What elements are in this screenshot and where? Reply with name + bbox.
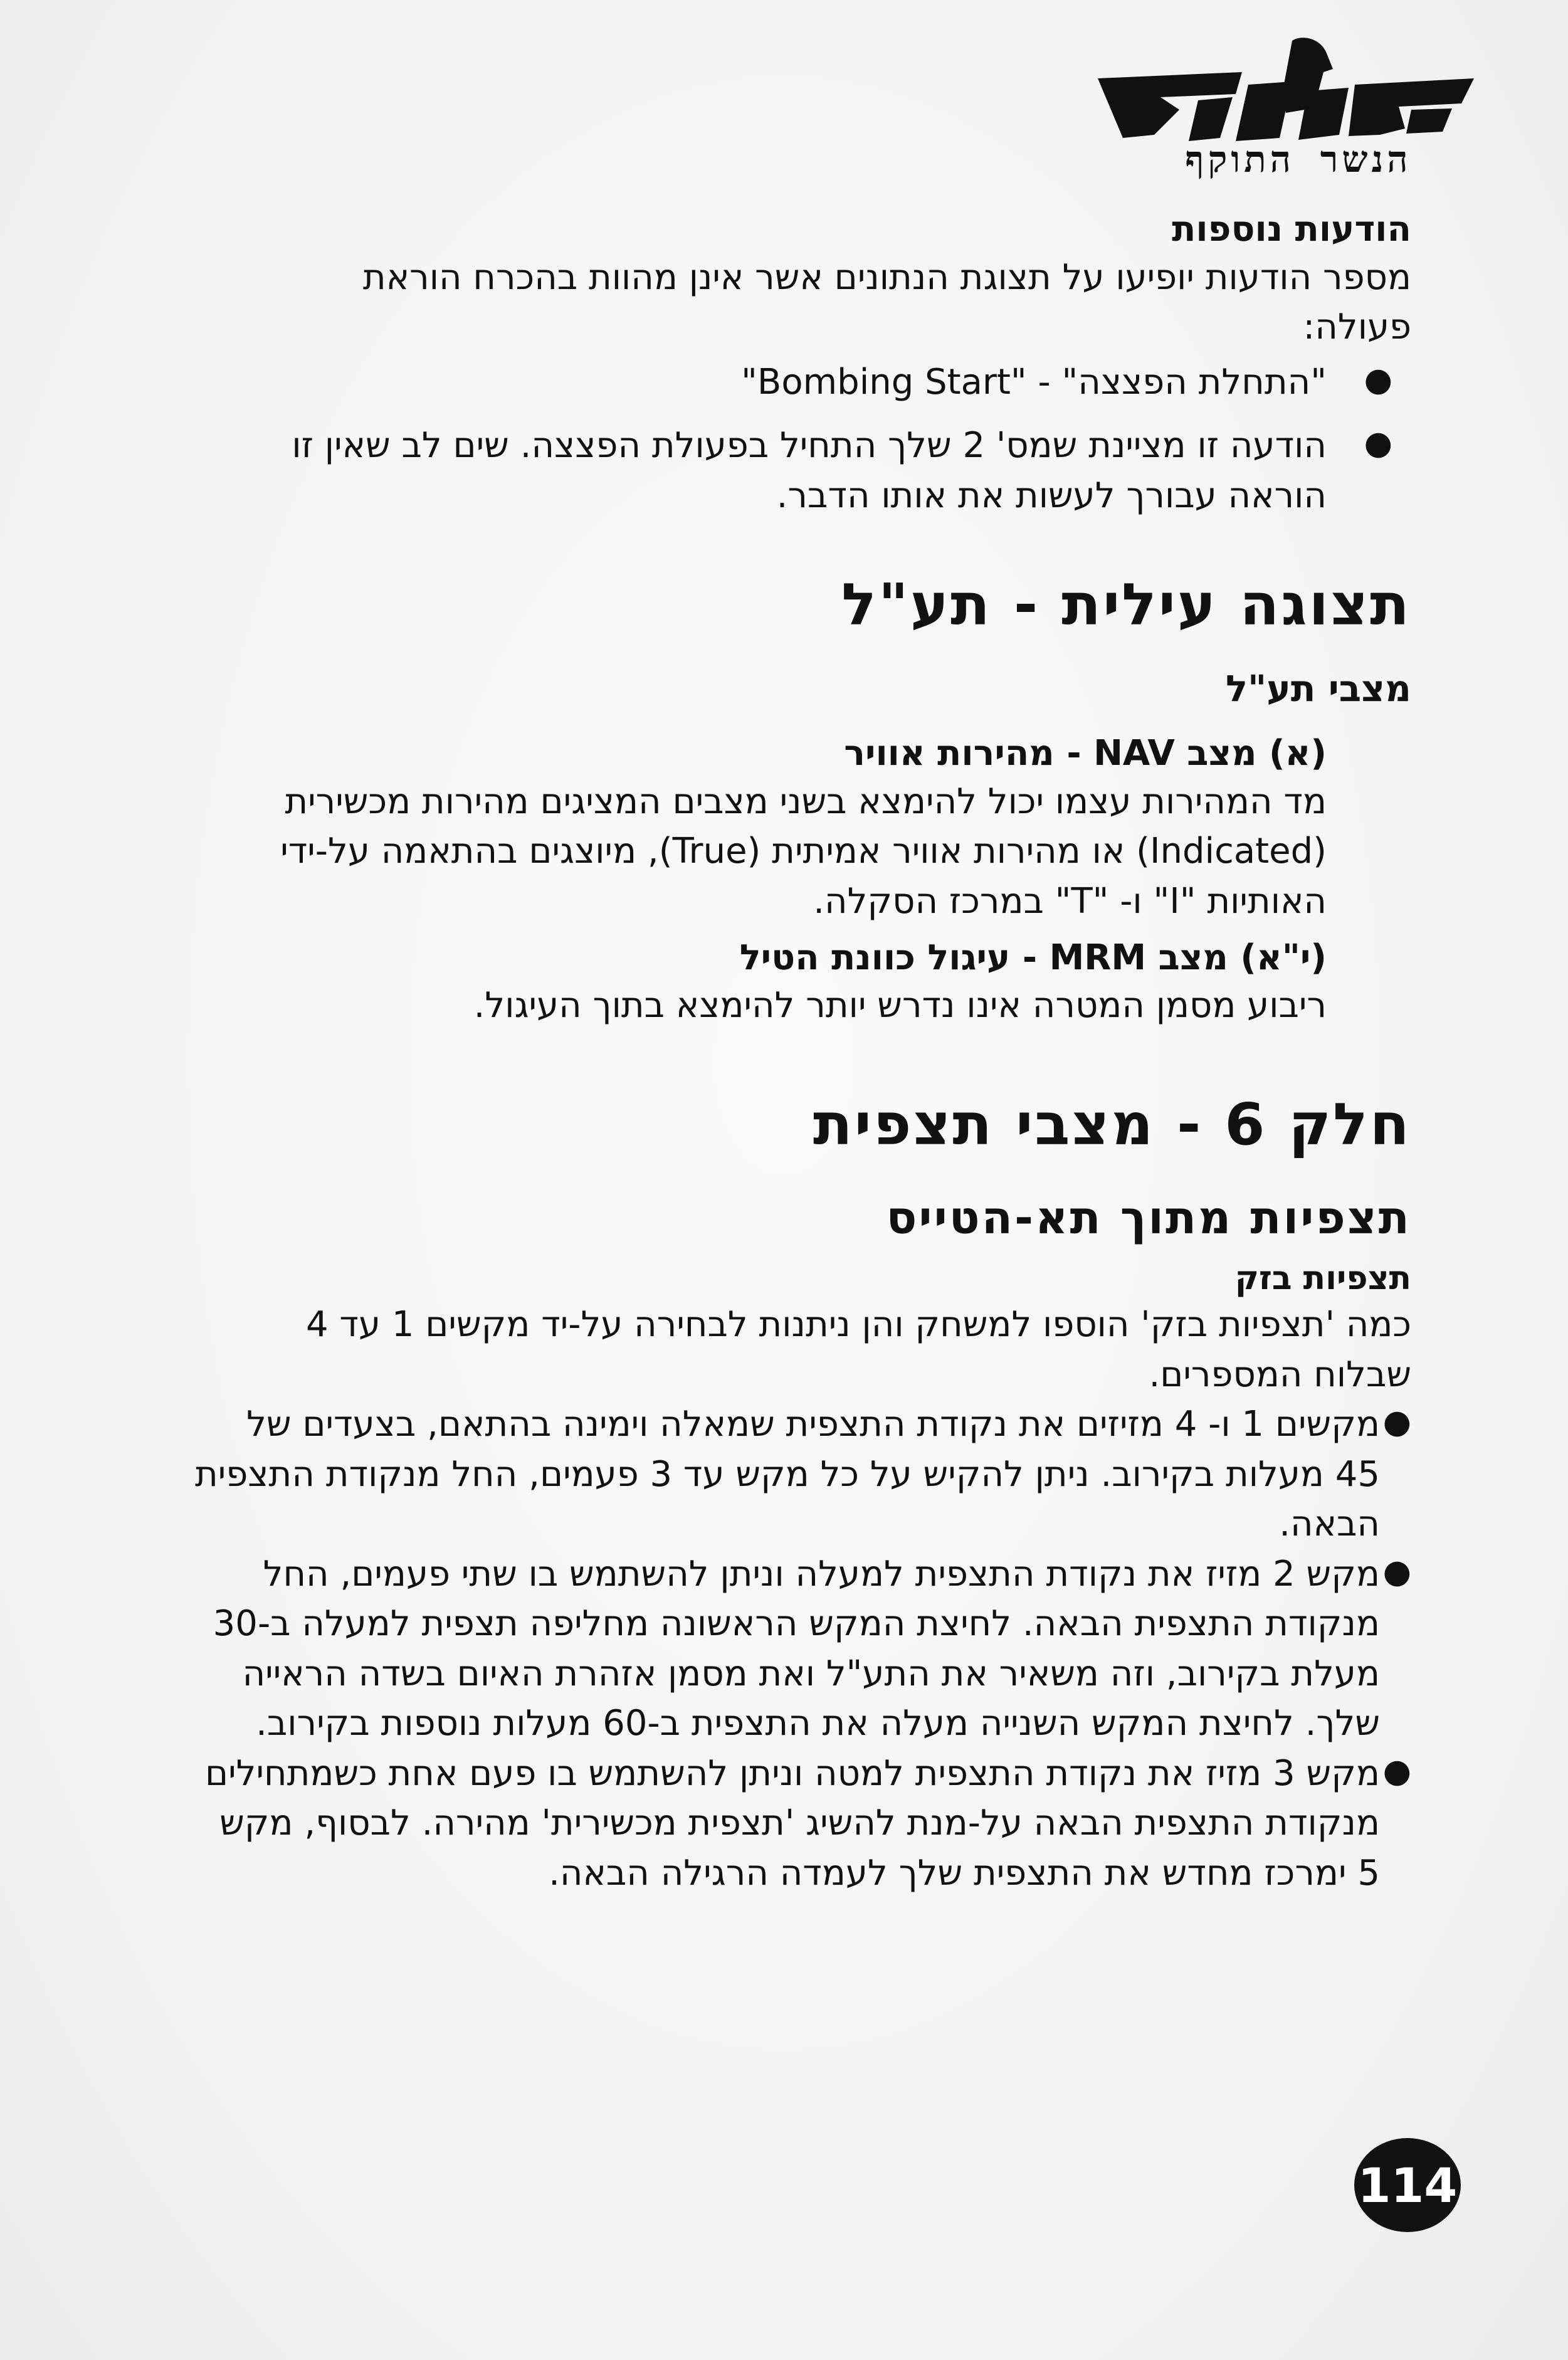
bullet-icon: ● <box>1364 361 1392 399</box>
list-item <box>195 1549 1411 1749</box>
list-item <box>233 357 1411 408</box>
bullet-icon: ● <box>1382 1552 1411 1591</box>
quick-views-bullet-list <box>157 1399 1411 1898</box>
cockpit-views-subtitle: תצפיות מתוך תא-הטייס <box>886 1191 1411 1245</box>
quick-view-bullet-2: מקש 2 מזיז את נקודת התצפית למעלה וניתן להשתמש בו שתי פעמים, החל מנקודת התצפית הבאה. לחיצת המקש הראשונה מחליפה תצפית למעלה ב-30 מעלת בקירוב, וזה משאיר את התע"ל ואת מסמן אזהרת האיום בשדה הראייה שלך. לחיצת המקש השנייה מעלה את התצפית ב-60 מעלות נוספות בקירוב. <box>213 1553 1380 1744</box>
bullet-icon: ● <box>1382 1403 1411 1441</box>
bullet-icon: ● <box>1382 1752 1411 1790</box>
quick-view-bullet-3: מקש 3 מזיז את נקודת התצפית למטה וניתן להשתמש בו פעם אחת כשמתחילים מנקודת התצפית הבאה על-מנת להשיג 'תצפית מכשירית' מהירה. לבסוף, מקש 5 ימרכז מחדש את התצפית שלך לעמדה הרגילה הבאה. <box>205 1752 1380 1894</box>
mrm-mode-text: ריבוע מסמן המטרה אינו נדרש יותר להימצא בתוך העיגול. <box>473 985 1327 1026</box>
quick-views-bullets-wrapper <box>157 1399 1411 1898</box>
notices-heading: הודעות נוספות <box>1172 209 1411 250</box>
hud-section-title: תצוגה עילית - תע"ל <box>841 571 1411 639</box>
list-item <box>195 1399 1411 1549</box>
notices-intro: מספר הודעות יופיעו על תצוגת הנתונים אשר אינן מהוות בהכרח הוראת פעולה: <box>362 256 1411 348</box>
main-content <box>157 207 1411 1898</box>
page-number-badge: 114 <box>1354 2138 1461 2232</box>
notices-bullet-list <box>157 357 1411 521</box>
mrm-mode-heading: (י"א) מצב MRM - עיגול כוונת הטיל <box>739 937 1327 978</box>
bullet-icon: ● <box>1364 424 1392 463</box>
logo-subtitle: הנשר התוקף <box>1185 138 1412 181</box>
quick-views-intro: כמה 'תצפיות בזק' הוספו למשחק והן ניתנות לבחירה על-יד מקשים 1 עד 4 שבלוח המספרים. <box>305 1304 1411 1395</box>
nav-mode-text: מד המהירות עצמו יכול להימצא בשני מצבים המציגים מהירות מכשירית (Indicated) או מהירות אוויר אמיתית (True), מיוצגים בהתאמה על-ידי האותיות "I" ו- "T" במרכז הסקלה. <box>280 781 1327 922</box>
notice-bullet-2: הודעה זו מציינת שמס' 2 שלך התחיל בפעולת הפצצה. שים לב שאין זו הוראה עבורך לעשות את אותו הדבר. <box>292 425 1327 516</box>
list-item <box>195 1749 1411 1899</box>
list-item <box>233 421 1411 520</box>
hud-modes-subtitle: מצבי תע"ל <box>1225 666 1411 710</box>
nav-mode-heading: (א) מצב NAV - מהירות אוויר <box>844 733 1327 774</box>
quick-view-bullet-1: מקשים 1 ו- 4 מזיזים את נקודת התצפית שמאלה וימינה בהתאם, בצעדים של 45 מעלות בקירוב. ניתן להקיש על כל מקש עד 3 פעמים, החל מנקודת התצפית הבאה. <box>195 1404 1380 1545</box>
views-section-title: חלק 6 - מצבי תצפית <box>813 1090 1411 1158</box>
notice-bullet-1: "התחלת הפצצה" - "Bombing Start" <box>741 361 1327 403</box>
quick-views-heading: תצפיות בזק <box>1234 1259 1411 1297</box>
